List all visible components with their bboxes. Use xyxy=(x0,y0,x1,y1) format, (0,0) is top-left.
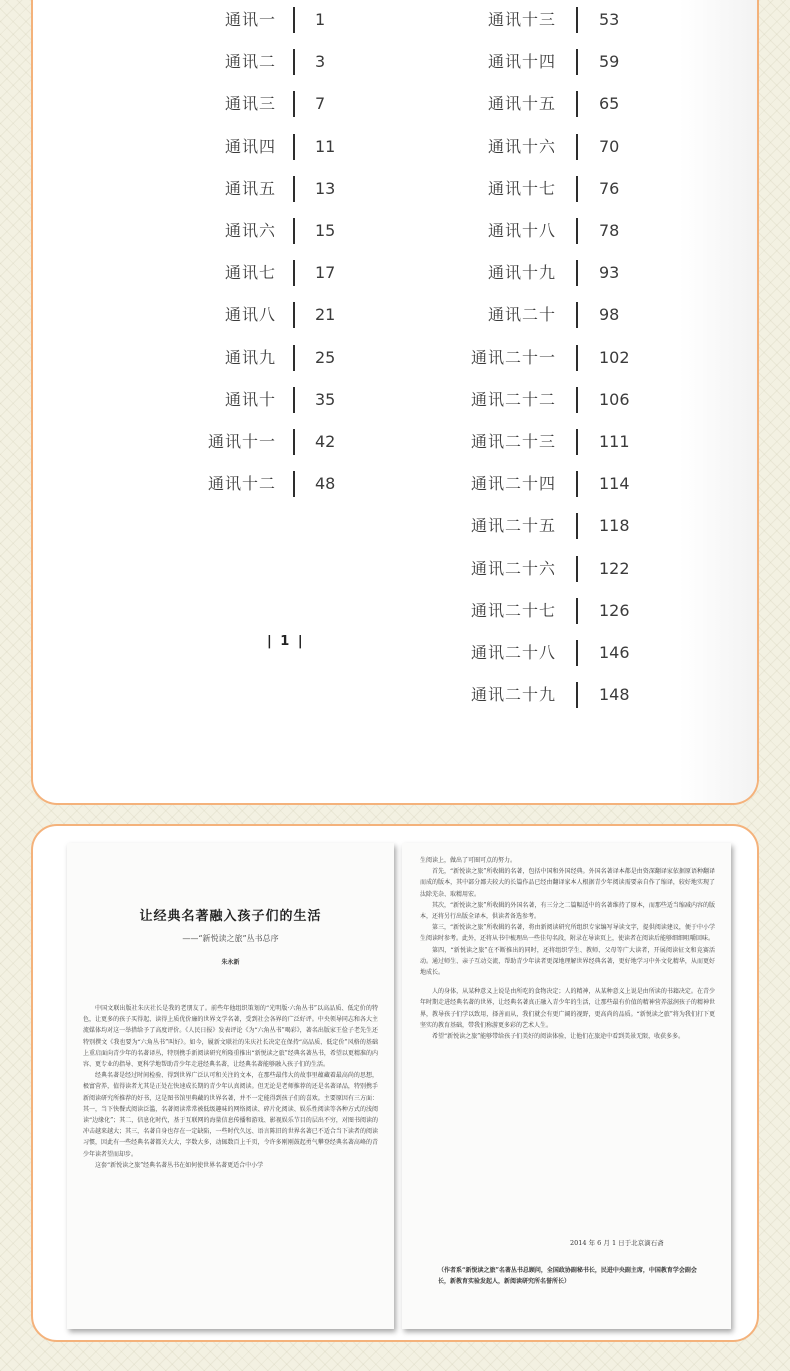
toc-entry xyxy=(33,385,630,415)
toc-entry-page: 146 xyxy=(599,643,630,662)
toc-divider xyxy=(576,682,578,708)
book-page-left xyxy=(67,843,394,1329)
toc-entry-title: 通讯十六 xyxy=(487,136,556,156)
toc-entry xyxy=(33,258,620,288)
toc-divider xyxy=(576,598,578,624)
toc-entry-page: 1 xyxy=(315,10,326,29)
author-note: （作者系“新悦读之旅”名著丛书总顾问，全国政协副秘书长，民进中央副主席，中国教育学会副会长，新教育实验发起人，新阅读研究所名誉所长） xyxy=(438,1267,697,1285)
toc-divider xyxy=(576,513,578,539)
paragraph: 第三，“新悦读之旅”所收辑的名著，将由新阅读研究所组织专家编写导读文字，提供阅读建议，便于中小学生阅读时参考。此外，还将从书中梳理出一些佳句名段，附录在导读页上，使读者在阅读后能够细细咀嚼回味。 xyxy=(420,924,715,943)
toc-divider xyxy=(576,640,578,666)
toc-divider xyxy=(576,49,578,75)
paragraph: 中国文联出版社朱庆社长是我的老朋友了。前些年他组织策划的“光明版·六角丛书”以高品质、低定价的特色，让更多的孩子买得起、读得上质优价廉的世界文学名著，受到社会各界的广泛好评。中央领导同志和各大主流媒体均对这一举措给予了高度评价。《人民日报》发表评论《为“六角丛书”喝彩》，著名出版家王俭子老先生还特别撰文《我也要为“六角丛书”叫好》。如今，履新文联社的朱庆社长决定在保持“高品质、低定价”风格的基础上重启面向青少年的名著译丛，特别携手新阅读研究所隆重推出“新悦读之旅”经典名著丛书，希望以更精准的内容、更专业的指导、更科学地帮助青少年走进经典名著，让经典名著能够融入孩子们的生活。 xyxy=(83,1005,378,1069)
paragraph: 生阅读上，做出了可圈可点的努力。 xyxy=(420,857,517,864)
toc-entry-title: 通讯二十六 xyxy=(470,558,556,578)
toc-entry xyxy=(33,174,620,204)
toc-entry xyxy=(33,343,630,373)
toc-entry-title: 通讯十七 xyxy=(487,178,556,198)
toc-entry-page: 21 xyxy=(315,305,336,325)
toc-entry-title: 通讯十二 xyxy=(207,474,276,494)
toc-entry-title: 通讯五 xyxy=(224,178,276,198)
toc-entry-page: 48 xyxy=(315,474,336,494)
toc-entry-title: 通讯六 xyxy=(224,221,276,240)
toc-entry xyxy=(33,554,630,584)
toc-divider xyxy=(576,7,578,33)
toc-entry-title: 通讯二 xyxy=(224,52,276,72)
toc-panel xyxy=(31,0,759,805)
toc-divider xyxy=(576,429,578,455)
toc-entry xyxy=(33,511,630,541)
page-fold-shade xyxy=(679,0,757,805)
toc-entry-page: 42 xyxy=(315,432,336,451)
paragraph: 其次，“新悦读之旅”所收辑的外国名著，有三分之二篇幅适中的名著维持了原本，而那些适当缩减内容的版本，还将另行出版全译本，供读者备选参考。 xyxy=(420,901,715,921)
toc-divider xyxy=(576,134,578,160)
toc-divider xyxy=(576,345,578,371)
toc-divider xyxy=(576,218,578,244)
toc-entry-page: 13 xyxy=(315,178,336,198)
toc-divider xyxy=(576,91,578,117)
toc-entry xyxy=(33,47,620,77)
toc-entry-title: 通讯十 xyxy=(224,389,276,409)
article-title: 让经典名著融入孩子们的生活 xyxy=(139,909,322,924)
toc-entry-page: 114 xyxy=(599,474,630,494)
toc-entry-title: 通讯九 xyxy=(224,347,276,367)
toc-entry-page: 15 xyxy=(315,221,336,240)
book-page-right xyxy=(402,843,731,1329)
toc-entry xyxy=(33,216,620,246)
signature-date: 2014 年 6 月 1 日于北京滴石斋 xyxy=(570,1239,664,1247)
toc-entry-page: 70 xyxy=(599,136,620,156)
toc-entry-page: 78 xyxy=(599,221,620,240)
toc-entry-page: 7 xyxy=(315,94,326,114)
article-subtitle: ——“新悦读之旅”丛书总序 xyxy=(182,934,279,943)
toc-entry-title: 通讯二十五 xyxy=(470,516,556,536)
toc-entry-page: 53 xyxy=(599,10,620,29)
toc-entry-title: 通讯七 xyxy=(224,263,276,283)
toc-entry-title: 通讯二十七 xyxy=(470,600,556,620)
article-body-right xyxy=(420,855,715,1042)
toc-entry-title: 通讯四 xyxy=(224,136,276,156)
paragraph: 希望“新悦读之旅”能够带给孩子们美好的阅读体验，让他们在旅途中看到美景无限，收获多多。 xyxy=(432,1033,685,1041)
toc-divider xyxy=(576,387,578,413)
toc-entry-title: 通讯二十一 xyxy=(470,347,556,367)
toc-entry xyxy=(33,596,630,626)
toc-divider xyxy=(576,176,578,202)
toc-entry-page: 106 xyxy=(599,389,630,409)
toc-entry-page: 35 xyxy=(315,389,336,409)
toc-entry-page: 148 xyxy=(599,685,630,705)
toc-entry-title: 通讯十九 xyxy=(487,263,556,283)
paragraph: 第四，“新悦读之旅”在不断推出的同时，还将组织学生、教师、父母等广大读者，开展阅读征文和竞赛活动。通过师生、亲子互动交流，帮助青少年读者更深地理解世界经典名著，更好地学习中外文化精华，从而更好地成长。 xyxy=(420,946,715,977)
preface-panel xyxy=(31,824,759,1342)
toc-entry-title: 通讯十四 xyxy=(487,52,556,72)
toc-entry xyxy=(33,427,630,457)
toc-entry-title: 通讯一 xyxy=(224,10,276,29)
toc-entry-page: 126 xyxy=(599,600,630,620)
toc-divider xyxy=(576,260,578,286)
toc-entry-title: 通讯十五 xyxy=(487,94,556,114)
paragraph: 这套“新悦读之旅”经典名著丛书在如何使世界名著更适合中小学 xyxy=(95,1161,264,1169)
article-body-left xyxy=(83,1003,378,1171)
toc-entry xyxy=(33,469,630,499)
toc-entry xyxy=(33,132,620,162)
toc-entry-title: 通讯二十四 xyxy=(470,474,556,494)
paragraph: 经典名著是经过时间检验、得到世界广泛认可和关注的文本，在那些最伟大的故事里蕴藏着最高尚的思想，极富营养，值得读者尤其是正处在快速成长期的青少年认真阅读。但无论是老师推荐的还是名著译品，特别携手新阅读研究所推荐的好书，这是图书馆里典藏的世界名著，并不一定能得到孩子们的喜欢。主要原因有三方面：其一，当下快餐式阅读泛滥，名著阅读常常被低级趣味的网络阅读、碎片化阅读、娱乐性阅读等各种方式的浅阅读“边缘化”；其二，信息化时代，基于互联网的海量信息传播和游戏、影视娱乐节目的层出不穷，对图书阅读的冲击越来越大；其三，名著自身也存在一定缺陷，一些时代久远、语言陈旧的世界名著已不适合当下读者的阅读习惯，因此有一些经典名著都关大大，字数大多，动辄数百上千页，令许多刚刚鼓起勇气攀登经典名著高峰的青少年读者望而却步。 xyxy=(83,1072,378,1158)
toc-entry-page: 3 xyxy=(315,52,326,72)
toc-entry-page: 98 xyxy=(599,305,620,325)
toc-entry-title: 通讯二十三 xyxy=(470,432,556,451)
paragraph: 首先，“新悦读之旅”所收辑的名著，包括中国和外国经典。外国名著译本都是由资深翻译家依据原语种翻译而成的版本，其中部分鄙夫较大的长篇作品已经由翻译家本人根据青少年阅读需要亲自作了缩译，较好地实现了汰除芜杂、取精用宏。 xyxy=(420,868,715,898)
toc-entry xyxy=(33,300,620,330)
page-number: | 1 | xyxy=(267,634,305,649)
toc-entry-page: 93 xyxy=(599,263,620,283)
paragraph: 人的身体，从某种意义上说是由所吃的食物决定；人的精神，从某种意义上说是由所读的书籍决定。在青少年时期走进经典名著的世界，让经典名著真正融入青少年的生活，让那些最有价值的精神营养滋润孩子的精神世界，教导孩子们学以致用，择善而从，我们就会有更广阔的视野，更高尚的品质。“新悦读之旅”将为我们打下更坚实的教育基础，带我们称游更多彩的艺术人生。 xyxy=(420,988,715,1029)
toc-entry-title: 通讯十三 xyxy=(487,10,556,29)
toc-entry-title: 通讯二十二 xyxy=(470,389,556,409)
toc-entry-title: 通讯二十 xyxy=(487,305,556,325)
toc-entry xyxy=(33,680,630,710)
article-author: 朱永新 xyxy=(221,959,240,966)
toc-entry-title: 通讯二十八 xyxy=(470,643,556,662)
toc-entry-title: 通讯三 xyxy=(224,94,276,114)
toc-entry-page: 76 xyxy=(599,178,620,198)
toc-entry-page: 65 xyxy=(599,94,620,114)
toc-entry-title: 通讯八 xyxy=(224,305,276,325)
toc-entry-page: 122 xyxy=(599,558,630,578)
toc-entry xyxy=(33,5,620,35)
toc-entry xyxy=(33,89,620,119)
toc-divider xyxy=(576,556,578,582)
toc-entry-page: 102 xyxy=(599,347,630,367)
toc-entry-page: 17 xyxy=(315,263,336,283)
toc-entry-page: 118 xyxy=(599,516,630,536)
toc-entry-title: 通讯二十九 xyxy=(470,685,556,705)
toc-entry-page: 111 xyxy=(599,432,630,451)
toc-entry-page: 59 xyxy=(599,52,620,72)
toc-entry-page: 11 xyxy=(315,136,336,156)
toc-entry-page: 25 xyxy=(315,347,336,367)
toc-entry-title: 通讯十八 xyxy=(487,221,556,240)
toc-divider xyxy=(576,471,578,497)
toc-divider xyxy=(576,302,578,328)
toc-entry-title: 通讯十一 xyxy=(207,432,276,451)
